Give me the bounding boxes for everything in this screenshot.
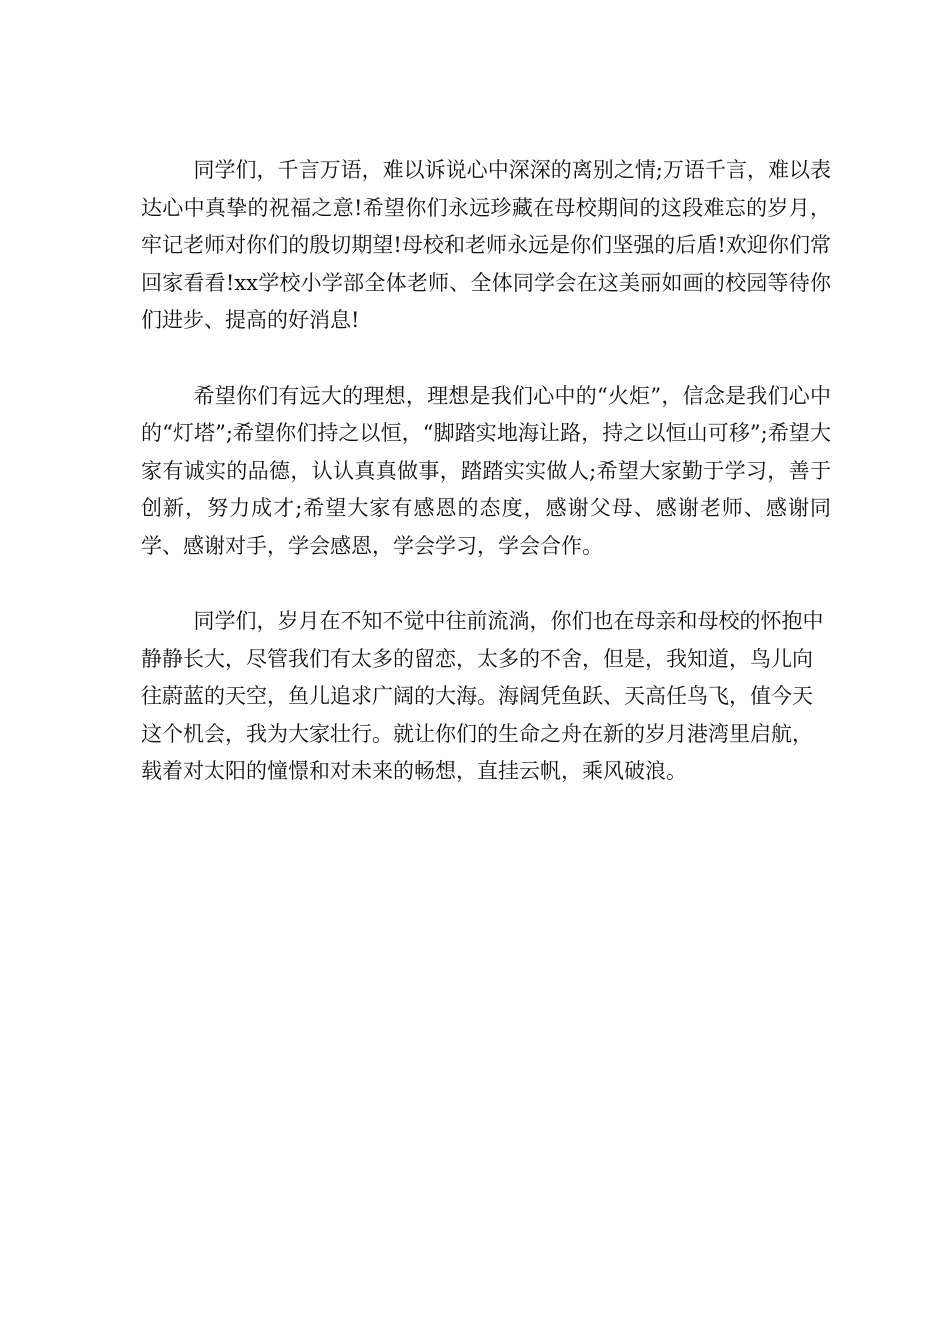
paragraph-send-off: 同学们，岁月在不知不觉中往前流淌，你们也在母亲和母校的怀抱中静静长大，尽管我们有太多的留恋，太多的不舍，但是，我知道，鸟儿向往蔚蓝的天空，鱼儿追求广阔的大海。海阔凭鱼跃、天高任鸟飞，值今天这个机会，我为大家壮行。就让你们的生命之舟在新的岁月港湾里启航，载着对太阳的憧憬和对未来的畅想，直挂云帆，乘风破浪。 [141,609,824,783]
document-body [141,152,831,829]
paragraph-farewell: 同学们，千言万语，难以诉说心中深深的离别之情;万语千言，难以表达心中真挚的祝福之意!希望你们永远珍藏在母校期间的这段难忘的岁月，牢记老师对你们的殷切期望!母校和老师永远是你们坚强的后盾!欢迎你们常回家看看!xx学校小学部全体老师、全体同学会在这美丽如画的校园等待你们进步、提高的好消息! [141,158,831,332]
paragraph-hopes: 希望你们有远大的理想，理想是我们心中的“火炬”，信念是我们心中的“灯塔”;希望你们持之以恒，“脚踏实地海让路，持之以恒山可移”;希望大家有诚实的品德，认认真真做事，踏踏实实做人;希望大家勤于学习，善于创新，努力成才;希望大家有感恩的态度，感谢父母、感谢老师、感谢同学、感谢对手，学会感恩，学会学习，学会合作。 [141,383,831,558]
